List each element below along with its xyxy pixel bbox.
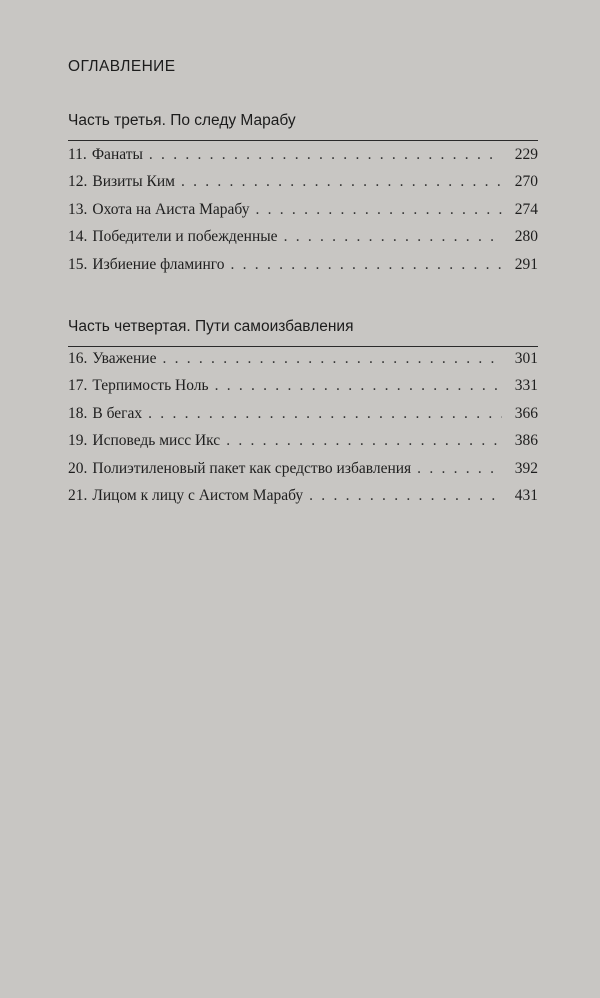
chapter-number: 13. [68, 200, 88, 218]
page-number: 366 [514, 404, 538, 422]
toc-entry [68, 487, 538, 514]
toc-entry [68, 350, 538, 377]
toc-entry [68, 228, 538, 255]
chapter-title: Избиение фламинго [92, 255, 225, 273]
dot-leader [226, 432, 502, 450]
part-four-entries [68, 350, 538, 514]
page-number: 431 [514, 486, 538, 504]
toc-entry [68, 146, 538, 173]
chapter-title: Полиэтиленовый пакет как средство избавления [92, 459, 412, 477]
page-number: 331 [514, 377, 538, 395]
toc-entry [68, 201, 538, 228]
chapter-title: Фанаты [91, 146, 143, 163]
dot-leader [149, 146, 502, 164]
part-three-divider [68, 140, 538, 141]
page-number: 280 [514, 228, 538, 246]
part-four-title: Часть четвертая. Пути самоизбавления [68, 318, 354, 335]
chapter-title: Терпимость Ноль [92, 377, 209, 395]
chapter-title: Лицом к лицу с Аистом Марабу [92, 486, 304, 504]
page-number: 386 [514, 432, 538, 450]
part-three-entries [68, 146, 538, 283]
dot-leader [181, 173, 502, 191]
chapter-number: 15. [68, 255, 88, 273]
chapter-number: 20. [68, 459, 88, 477]
chapter-title: В бегах [92, 404, 143, 422]
page-number: 229 [514, 146, 538, 163]
part-three-title: Часть третья. По следу Марабу [68, 112, 296, 129]
chapter-title: Охота на Аиста Марабу [92, 200, 250, 218]
dot-leader [284, 228, 502, 246]
page-number: 291 [514, 255, 538, 273]
dot-leader [309, 487, 502, 505]
dot-leader [215, 377, 502, 395]
chapter-number: 21. [68, 486, 88, 504]
chapter-number: 18. [68, 404, 88, 422]
chapter-title: Победители и побежденные [92, 228, 278, 246]
page-number: 274 [514, 200, 538, 218]
part-four-divider [68, 346, 538, 347]
toc-entry [68, 405, 538, 432]
dot-leader [255, 201, 502, 219]
chapter-number: 11. [68, 146, 87, 163]
chapter-number: 19. [68, 432, 88, 450]
chapter-title: Исповедь мисс Икс [92, 432, 221, 450]
dot-leader [148, 405, 502, 423]
toc-entry [68, 377, 538, 404]
dot-leader [417, 460, 502, 478]
chapter-number: 14. [68, 228, 88, 246]
chapter-number: 16. [68, 350, 88, 367]
toc-entry [68, 256, 538, 283]
dot-leader [162, 350, 502, 368]
chapter-number: 17. [68, 377, 88, 395]
page-title: ОГЛАВЛЕНИЕ [68, 58, 176, 75]
page-number: 392 [514, 459, 538, 477]
toc-entry [68, 432, 538, 459]
toc-entry [68, 460, 538, 487]
chapter-title: Визиты Ким [92, 173, 175, 191]
chapter-number: 12. [68, 173, 88, 191]
page-number: 270 [514, 173, 538, 191]
page-number: 301 [514, 350, 538, 367]
dot-leader [231, 256, 503, 274]
toc-entry [68, 173, 538, 200]
chapter-title: Уважение [92, 350, 157, 367]
